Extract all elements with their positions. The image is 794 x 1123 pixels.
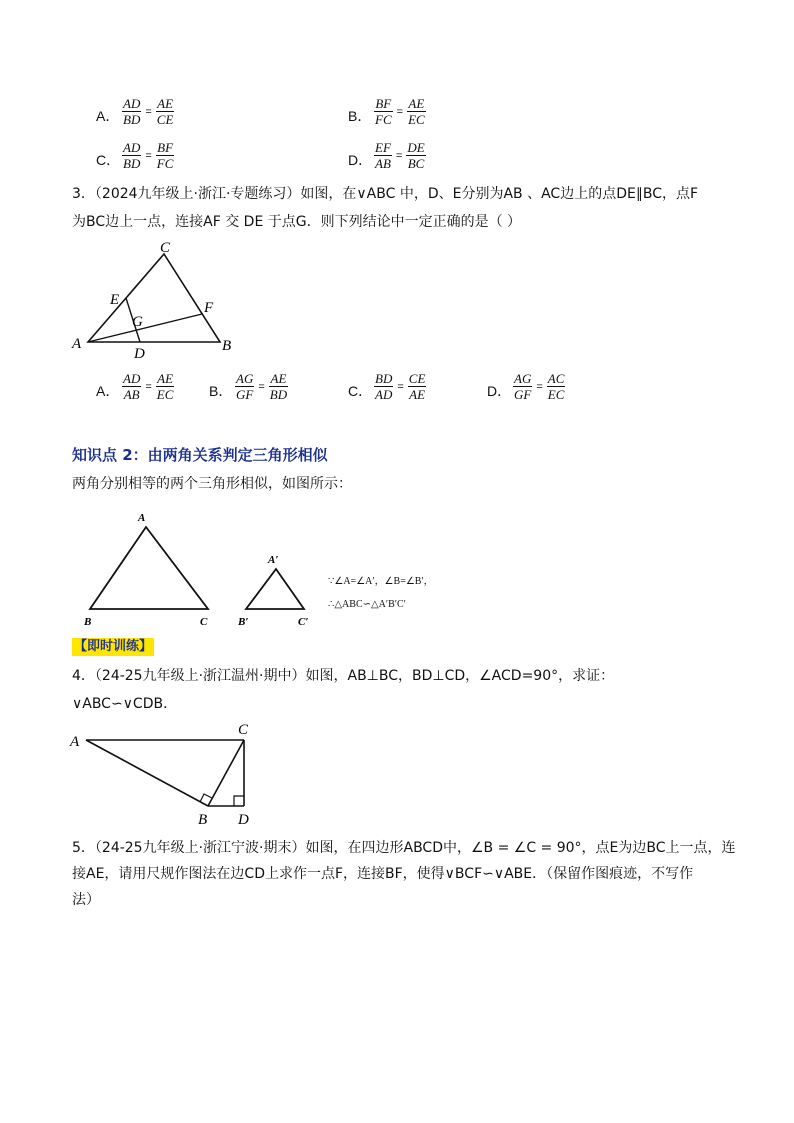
fraction-numerator: AE	[157, 371, 174, 386]
q2-option-c-label: C．	[96, 152, 121, 168]
equals-sign: =	[145, 149, 152, 162]
similarity-conclusion: ∴△ABC∽△A′B′C′	[328, 599, 406, 610]
fraction-denominator: BD	[269, 387, 288, 402]
fraction-numerator: AE	[270, 371, 287, 386]
fraction-numerator: AE	[408, 96, 425, 111]
fraction-numerator: EF	[375, 140, 391, 155]
q3-option-c-formula	[374, 371, 426, 402]
label-a: A	[72, 336, 82, 352]
q3-option-b-formula	[235, 371, 288, 402]
label-c: C	[238, 722, 249, 738]
fraction-numerator: AD	[123, 96, 141, 111]
fraction-denominator: BD	[123, 112, 141, 127]
q2-option-c-formula	[122, 140, 174, 171]
fraction-denominator: BD	[123, 156, 141, 171]
q5-stem-line1: 5．（24-25九年级上·浙江宁波·期末）如图，在四边形ABCD中，∠B = ∠C = 90°，点E为边BC上一点，连	[72, 840, 736, 856]
label-b: B	[198, 812, 208, 828]
fraction-denominator: GF	[236, 387, 254, 402]
label-a: A	[70, 734, 80, 750]
fraction-numerator: AD	[123, 371, 141, 386]
q4-right-triangles-figure	[68, 718, 268, 830]
q2-option-b-formula	[374, 96, 426, 127]
q4-stem-line2: ∨ABC∽∨CDB．	[72, 696, 178, 712]
fraction-denominator: FC	[156, 156, 174, 171]
q5-stem-line3: 法）	[72, 892, 100, 908]
fraction-denominator: GF	[514, 387, 532, 402]
q3-option-a-formula	[122, 371, 174, 402]
equals-sign: =	[145, 380, 152, 393]
big-label-b: B	[84, 616, 92, 628]
similarity-condition: ∵∠A=∠A′，∠B=∠B′，	[328, 576, 434, 587]
fraction-denominator: FC	[375, 112, 392, 127]
fraction-numerator: BF	[157, 140, 174, 155]
q2-option-a-label: A．	[96, 108, 120, 124]
label-d: D	[238, 812, 249, 828]
q2-option-d-formula	[374, 140, 426, 171]
fraction-denominator: EC	[156, 387, 174, 402]
label-b: B	[222, 338, 232, 354]
small-label-c: C′	[298, 616, 309, 628]
fraction-numerator: AD	[123, 140, 141, 155]
q3-option-b-label: B．	[209, 383, 233, 399]
big-label-a: A	[138, 512, 146, 524]
q3-option-c-label: C．	[348, 383, 373, 399]
fraction-numerator: AE	[157, 96, 174, 111]
fraction-denominator: CE	[156, 112, 174, 127]
fraction-numerator: AC	[547, 371, 565, 386]
equals-sign: =	[396, 105, 404, 118]
label-e: E	[110, 292, 120, 308]
q2-option-b-label: B．	[348, 108, 372, 124]
q2-option-d-label: D．	[348, 152, 373, 168]
fraction-numerator: CE	[408, 371, 426, 386]
equals-sign: =	[145, 105, 152, 118]
fraction-denominator: AE	[409, 387, 426, 402]
label-c: C	[160, 240, 171, 256]
equals-sign: =	[397, 380, 404, 393]
equals-sign: =	[536, 380, 543, 393]
equals-sign: =	[395, 149, 403, 162]
label-g: G	[132, 314, 143, 330]
fraction-denominator: BC	[407, 156, 425, 171]
fraction-numerator: AG	[236, 371, 254, 386]
fraction-denominator: AB	[375, 156, 391, 171]
q3-stem-line2: 为BC边上一点，连接AF 交 DE 于点G．则下列结论中一定正确的是（ ）	[72, 214, 522, 230]
knowledge-point-heading: 知识点 2：由两角关系判定三角形相似	[72, 446, 328, 464]
fraction-denominator: EC	[547, 387, 565, 402]
similar-triangles-figure	[80, 505, 430, 630]
q5-stem-line2: 接AE，请用尺规作图法在边CD上求作一点F，连接BF，使得∨BCF∽∨ABE．（保留作图痕迹，不写作	[72, 866, 694, 882]
fraction-denominator: AB	[123, 387, 140, 402]
instant-practice-tag: 【即时训练】	[74, 639, 153, 654]
fraction-numerator: DE	[407, 140, 425, 155]
q3-stem-line1: 3．（2024九年级上·浙江·专题练习）如图，在∨ABC 中，D、E分别为AB 、AC边上的点DE∥BC，点F	[72, 186, 699, 202]
q2-option-a-formula	[122, 96, 174, 127]
big-label-c: C	[200, 616, 208, 628]
knowledge-point-description: 两角分别相等的两个三角形相似，如图所示：	[72, 476, 352, 492]
fraction-numerator: BF	[375, 96, 392, 111]
equals-sign: =	[258, 380, 265, 393]
small-label-a: A′	[268, 554, 279, 566]
fraction-numerator: BD	[375, 371, 393, 386]
q3-option-d-label: D．	[487, 383, 512, 399]
q4-stem-line1: 4．（24-25九年级上·浙江温州·期中）如图，AB⊥BC，BD⊥CD，∠ACD=90°，求证：	[72, 668, 615, 684]
q3-triangle-figure	[70, 238, 240, 360]
q3-option-d-formula	[513, 371, 565, 402]
fraction-denominator: EC	[408, 112, 425, 127]
small-label-b: B′	[238, 616, 249, 628]
fraction-denominator: AD	[375, 387, 393, 402]
label-f: F	[204, 300, 214, 316]
label-d: D	[134, 346, 145, 360]
fraction-numerator: AG	[514, 371, 532, 386]
q3-option-a-label: A．	[96, 383, 120, 399]
